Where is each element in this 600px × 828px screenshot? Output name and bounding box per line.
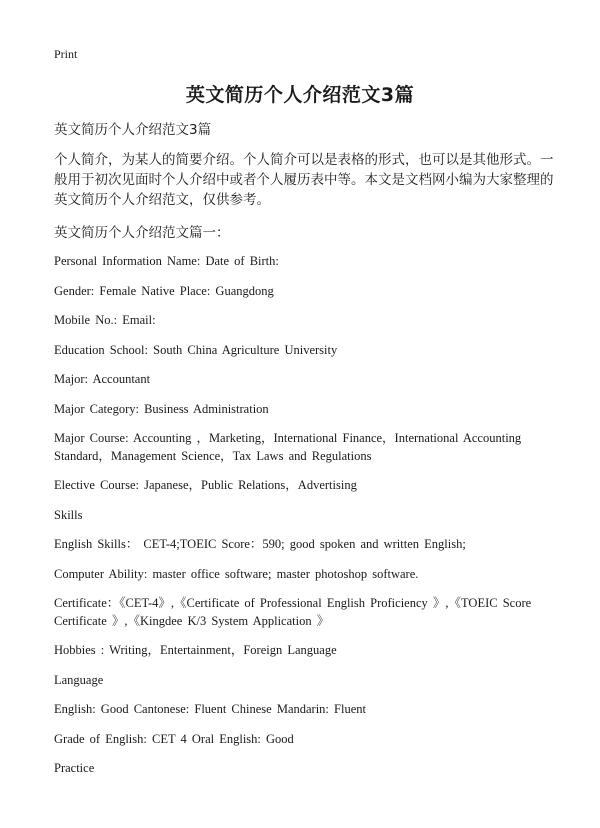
resume-line: English Skills： CET-4;TOEIC Score：590; good spoken and written English; [54,537,466,551]
resume-line: Hobbies : Writing，Entertainment，Foreign Language [54,643,337,657]
intro-paragraph: 个人简介，为某人的简要介绍。个人简介可以是表格的形式，也可以是其他形式。一般用于初次见面时个人介绍中或者个人履历表中等。本文是文档网小编为大家整理的英文简历个人介绍范文，仅供参考。 [54,152,554,208]
resume-line: Education School: South China Agriculture University [54,342,338,357]
resume-line: Major Course: Accounting ，Marketing，International Finance，International Accounting Standard，Management Science，Tax Laws and Regulations [54,431,522,463]
resume-line: English: Good Cantonese: Fluent Chinese Mandarin: Fluent [54,702,366,716]
resume-line: Practice [54,761,95,775]
resume-line: Language [54,672,104,687]
print-label[interactable]: Print [54,47,78,61]
resume-line: Major: Accountant [54,372,151,386]
page-title: 英文简历个人介绍范文3篇 [185,84,415,106]
resume-line: Skills [54,507,83,522]
resume-line: Grade of English: CET 4 Oral English: Good [54,731,294,746]
resume-line: Gender: Female Native Place: Guangdong [54,283,274,298]
document-body [54,118,554,790]
resume-line: Certificate：《CET-4》,《Certificate of Professional English Proficiency 》,《TOEIC Score Certificate 》,《Kingdee K/3 System Application 》 [54,596,532,628]
resume-line: Computer Ability: master office software; master photoshop software. [54,566,419,581]
resume-line: Major Category: Business Administration [54,401,269,416]
resume-list [54,253,554,778]
resume-line: Elective Course: Japanese，Public Relations，Advertising [54,478,357,492]
resume-line: Mobile No.: Email: [54,313,156,327]
resume-line: Personal Information Name: Date of Birth: [54,254,279,268]
section-heading: 英文简历个人介绍范文篇一： [54,225,230,241]
subtitle: 英文简历个人介绍范文3篇 [54,122,212,138]
